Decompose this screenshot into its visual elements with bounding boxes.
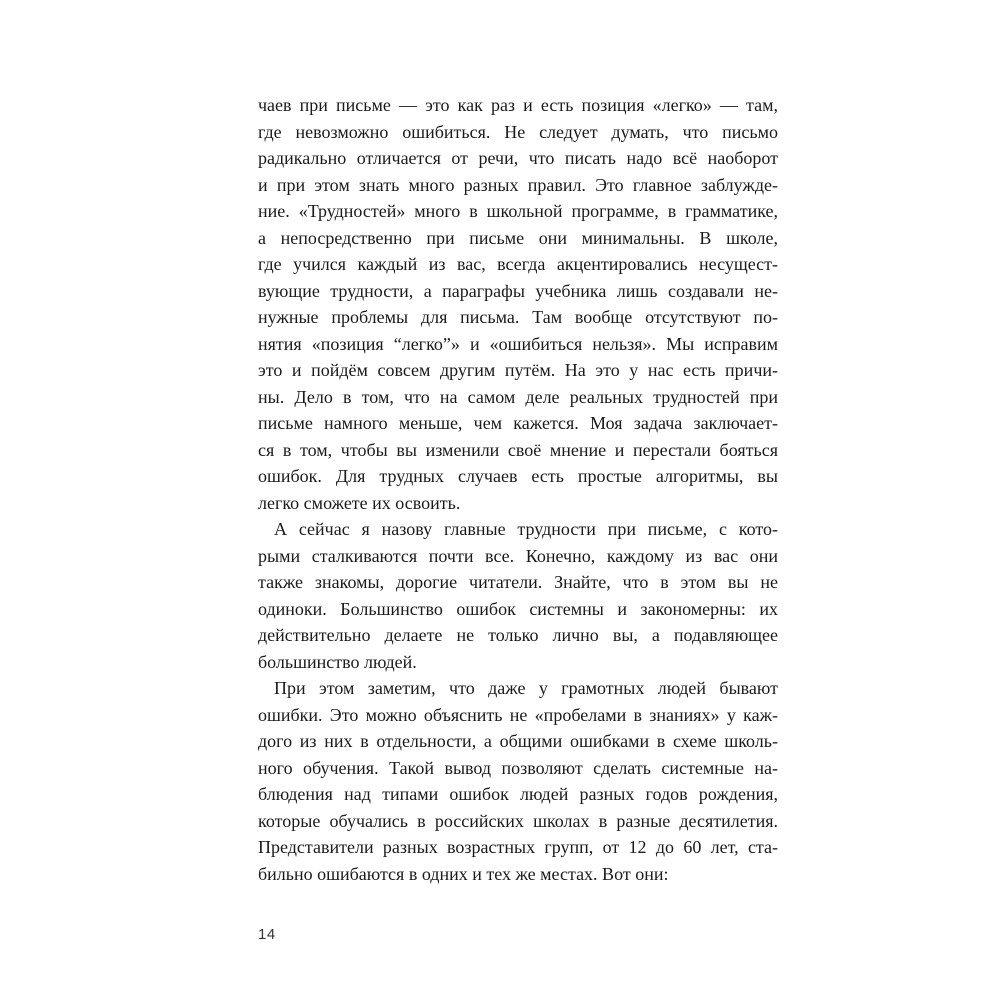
text-line: и при этом знать много разных правил. Это главное заблужде- xyxy=(258,174,778,195)
text-line: блюдения над типами ошибок людей разных годов рождения, xyxy=(258,784,778,804)
text-line: А сейчас я назову главные трудности при письме, с кото- xyxy=(274,519,778,539)
text-line: одиноки. Большинство ошибок системны и закономерны: их xyxy=(258,598,778,619)
paragraph-3 xyxy=(258,675,778,887)
text-line: ны. Дело в том, что на самом деле реальных трудностей при xyxy=(258,386,778,407)
text-line: где учился каждый из вас, всегда акцентировались несущест- xyxy=(258,254,778,274)
text-line: действительно делаете не только лично вы, а подавляющее xyxy=(258,625,778,645)
text-line: бильно ошибаются в одних и тех же местах. Вот они: xyxy=(258,863,669,884)
text-line: письме намного меньше, чем кажется. Моя задача заключает- xyxy=(258,413,778,433)
text-line: нужные проблемы для письма. Там вообще отсутствуют по- xyxy=(258,307,778,327)
text-line: где невозможно ошибиться. Не следует думать, что письмо xyxy=(258,121,778,142)
text-line: радикально отличается от речи, что писать надо всё наоборот xyxy=(258,148,778,168)
text-line: большинство людей. xyxy=(258,651,417,672)
text-line: это и пойдём совсем другим путём. На это у нас есть причи- xyxy=(258,360,778,380)
text-line: также знакомы, дорогие читатели. Знайте, что в этом вы не xyxy=(258,572,778,592)
text-line: нятия «позиция “легко”» и «ошибиться нельзя». Мы исправим xyxy=(258,333,778,354)
text-line: чаев при письме — это как раз и есть позиция «легко» — там, xyxy=(258,95,778,115)
paragraph-1 xyxy=(258,92,778,516)
text-line: При этом заметим, что даже у грамотных людей бывают xyxy=(274,678,778,698)
text-line: рыми сталкиваются почти все. Конечно, каждому из вас они xyxy=(258,545,778,566)
text-line: которые обучались в российских школах в разные десятилетия. xyxy=(258,810,778,831)
text-line: ошибок. Для трудных случаев есть простые алгоритмы, вы xyxy=(258,466,778,486)
text-line: ние. «Трудностей» много в школьной программе, в грамматике, xyxy=(258,201,778,221)
text-line: легко сможете их освоить. xyxy=(258,492,461,513)
text-line: дого из них в отдельности, а общими ошибками в схеме школь- xyxy=(258,731,778,751)
text-line: Представители разных возрастных групп, от 12 до 60 лет, ста- xyxy=(258,837,778,857)
body-text xyxy=(258,92,778,887)
text-line: ного обучения. Такой вывод позволяют сделать системные на- xyxy=(258,757,778,778)
paragraph-2 xyxy=(258,516,778,675)
text-line: а непосредственно при письме они минимальны. В школе, xyxy=(258,227,778,248)
page-number: 14 xyxy=(258,926,276,943)
text-line: ся в том, чтобы вы изменили своё мнение и перестали бояться xyxy=(258,439,778,460)
text-line: ошибки. Это можно объяснить не «пробелами в знаниях» у каж- xyxy=(258,704,778,725)
text-line: вующие трудности, а параграфы учебника лишь создавали не- xyxy=(258,280,778,301)
